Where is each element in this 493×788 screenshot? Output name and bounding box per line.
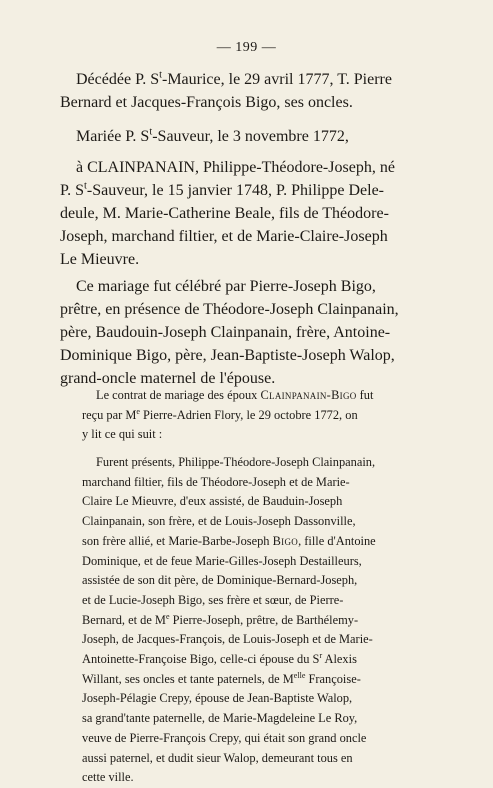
deces-paragraph bbox=[60, 68, 450, 114]
text-line: P. $S^t$-Sauveur, le 15 janvier 1748, P. Philippe Dele- bbox=[60, 180, 384, 199]
text-line: Ce mariage fut célébré par Pierre-Joseph Bigo, bbox=[76, 278, 376, 295]
text-line: Le Mieuvre. bbox=[60, 251, 140, 268]
text-line: veuve de Pierre-François Crepy, qui était son grand oncle bbox=[82, 730, 367, 745]
text-line: reçu par Me Pierre-Adrien Flory, le 29 octobre 1772, on bbox=[82, 406, 358, 422]
text-line: Joseph-Pélagie Crepy, épouse de Jean-Baptiste Walop, bbox=[82, 691, 353, 706]
text-line: Décédée P. $S^t$-Maurice, le 29 avril 1777, T. Pierre bbox=[76, 69, 392, 88]
text-line: grand-oncle maternel de l'épouse. bbox=[60, 370, 276, 387]
text-line: son frère allié, et Marie-Barbe-Joseph Bigo, fille d'Antoine bbox=[82, 533, 376, 548]
text-line: assistée de son dit père, de Dominique-Bernard-Joseph, bbox=[82, 573, 358, 588]
text-line: Mariée P. $S^t$-Sauveur, le 3 novembre 1772, bbox=[76, 126, 349, 145]
text-line: Bernard et Jacques-François Bigo, ses oncles. bbox=[60, 94, 353, 111]
text-line: Clainpanain, son frère, et de Louis-Joseph Dassonville, bbox=[82, 514, 356, 529]
text-line: père, Baudouin-Joseph Clainpanain, frère, Antoine- bbox=[60, 324, 391, 341]
text-line: Furent présents, Philippe-Théodore-Joseph Clainpanain, bbox=[96, 455, 376, 469]
text-line: prêtre, en présence de Théodore-Joseph Clainpanain, bbox=[60, 301, 399, 318]
text-line: et de Lucie-Joseph Bigo, ses frère et sœur, de Pierre- bbox=[82, 592, 344, 607]
text-line: Le contrat de mariage des époux Clainpanain-Bigo fut bbox=[96, 388, 374, 402]
text-line: y lit ce qui suit : bbox=[82, 427, 163, 442]
text-line: cette ville. bbox=[82, 770, 134, 785]
text-line: Bernard, et de Me Pierre-Joseph, prêtre, de Barthélemy- bbox=[82, 611, 359, 627]
text-line: sa grand'tante paternelle, de Marie-Magdeleine Le Roy, bbox=[82, 711, 358, 726]
text-line: marchand filtier, fils de Théodore-Joseph et de Marie- bbox=[82, 474, 350, 489]
text-line: Claire Le Mieuvre, d'eux assisté, de Bauduin-Joseph bbox=[82, 494, 343, 509]
text-line: Dominique, et de feue Marie-Gilles-Joseph Destailleurs, bbox=[82, 553, 362, 568]
text-line: Joseph, de Jacques-François, de Louis-Joseph et de Marie- bbox=[82, 632, 373, 647]
page-number: — 199 — bbox=[216, 40, 277, 55]
text-line: aussi paternel, et dudit sieur Walop, demeurant tous en bbox=[82, 750, 353, 765]
text-line: deule, M. Marie-Catherine Beale, fils de Théodore- bbox=[60, 205, 389, 222]
text-line: Antoinette-Françoise Bigo, celle-ci épouse du $S^r$ Alexis bbox=[82, 650, 357, 667]
text-line: Joseph, marchand filtier, et de Marie-Claire-Joseph bbox=[60, 228, 388, 245]
mariage-paragraph bbox=[60, 125, 450, 271]
extrait-paragraph bbox=[82, 453, 442, 788]
celebration-paragraph bbox=[60, 275, 450, 390]
text-line: à CLAINPANAIN, Philippe-Théodore-Joseph, né bbox=[76, 159, 395, 176]
text-line: Dominique Bigo, père, Jean-Baptiste-Joseph Walop, bbox=[60, 347, 395, 364]
contrat-paragraph bbox=[82, 386, 442, 445]
text-line: Willant, ses oncles et tante paternels, de $M^{elle}$ Françoise- bbox=[82, 670, 361, 686]
